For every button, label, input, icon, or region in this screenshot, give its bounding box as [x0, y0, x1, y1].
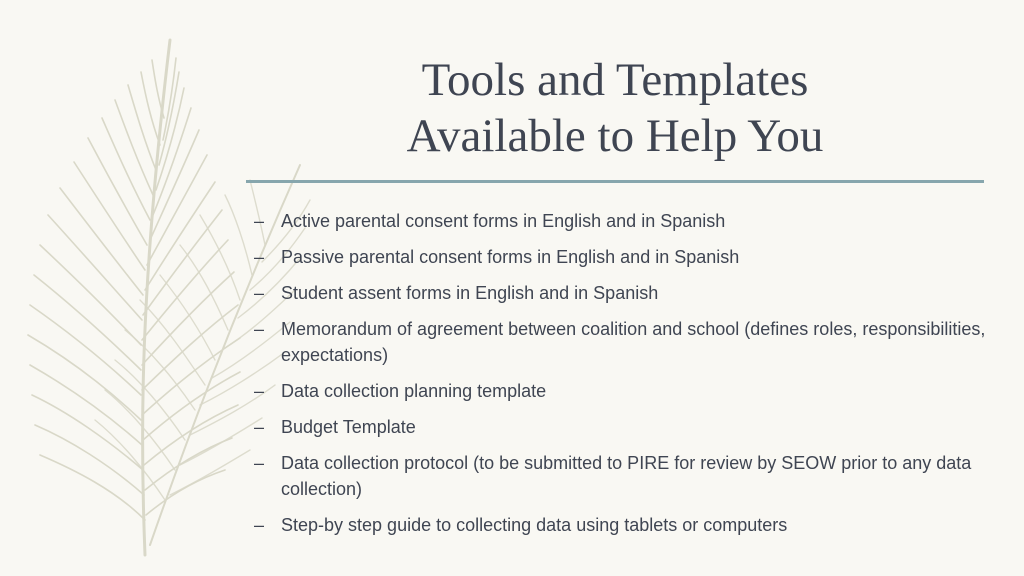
title-line-2: Available to Help You — [406, 110, 824, 162]
list-item-text: Active parental consent forms in English and in Spanish — [281, 211, 726, 231]
list-item-text: Data collection protocol (to be submitted to PIRE for review by SEOW prior to any data collection) — [281, 453, 972, 499]
list-item — [254, 414, 994, 440]
list-item-text: Step-by step guide to collecting data using tablets or computers — [281, 515, 788, 535]
bullet-dash-icon: – — [254, 417, 265, 437]
list-item — [254, 378, 994, 404]
list-item — [254, 208, 994, 234]
bullet-dash-icon: – — [254, 211, 265, 231]
list-item — [254, 450, 994, 502]
bullet-dash-icon: – — [254, 453, 265, 473]
bullet-list — [254, 208, 994, 548]
title-line-1: Tools and Templates — [421, 54, 809, 106]
list-item — [254, 280, 994, 306]
list-item-text: Data collection planning template — [281, 381, 547, 401]
bullet-dash-icon: – — [254, 319, 265, 339]
list-item — [254, 512, 994, 538]
list-item-text: Student assent forms in English and in Spanish — [281, 283, 659, 303]
list-item-text: Memorandum of agreement between coalition and school (defines roles, responsibilities, expectations) — [281, 319, 986, 365]
list-item — [254, 244, 994, 270]
bullet-dash-icon: – — [254, 515, 265, 535]
title-divider — [246, 180, 984, 183]
list-item-text: Budget Template — [281, 417, 416, 437]
list-item — [254, 316, 994, 368]
bullet-dash-icon: – — [254, 381, 265, 401]
bullet-dash-icon: – — [254, 283, 265, 303]
list-item-text: Passive parental consent forms in English and in Spanish — [281, 247, 740, 267]
slide-title — [246, 52, 984, 164]
bullet-dash-icon: – — [254, 247, 265, 267]
